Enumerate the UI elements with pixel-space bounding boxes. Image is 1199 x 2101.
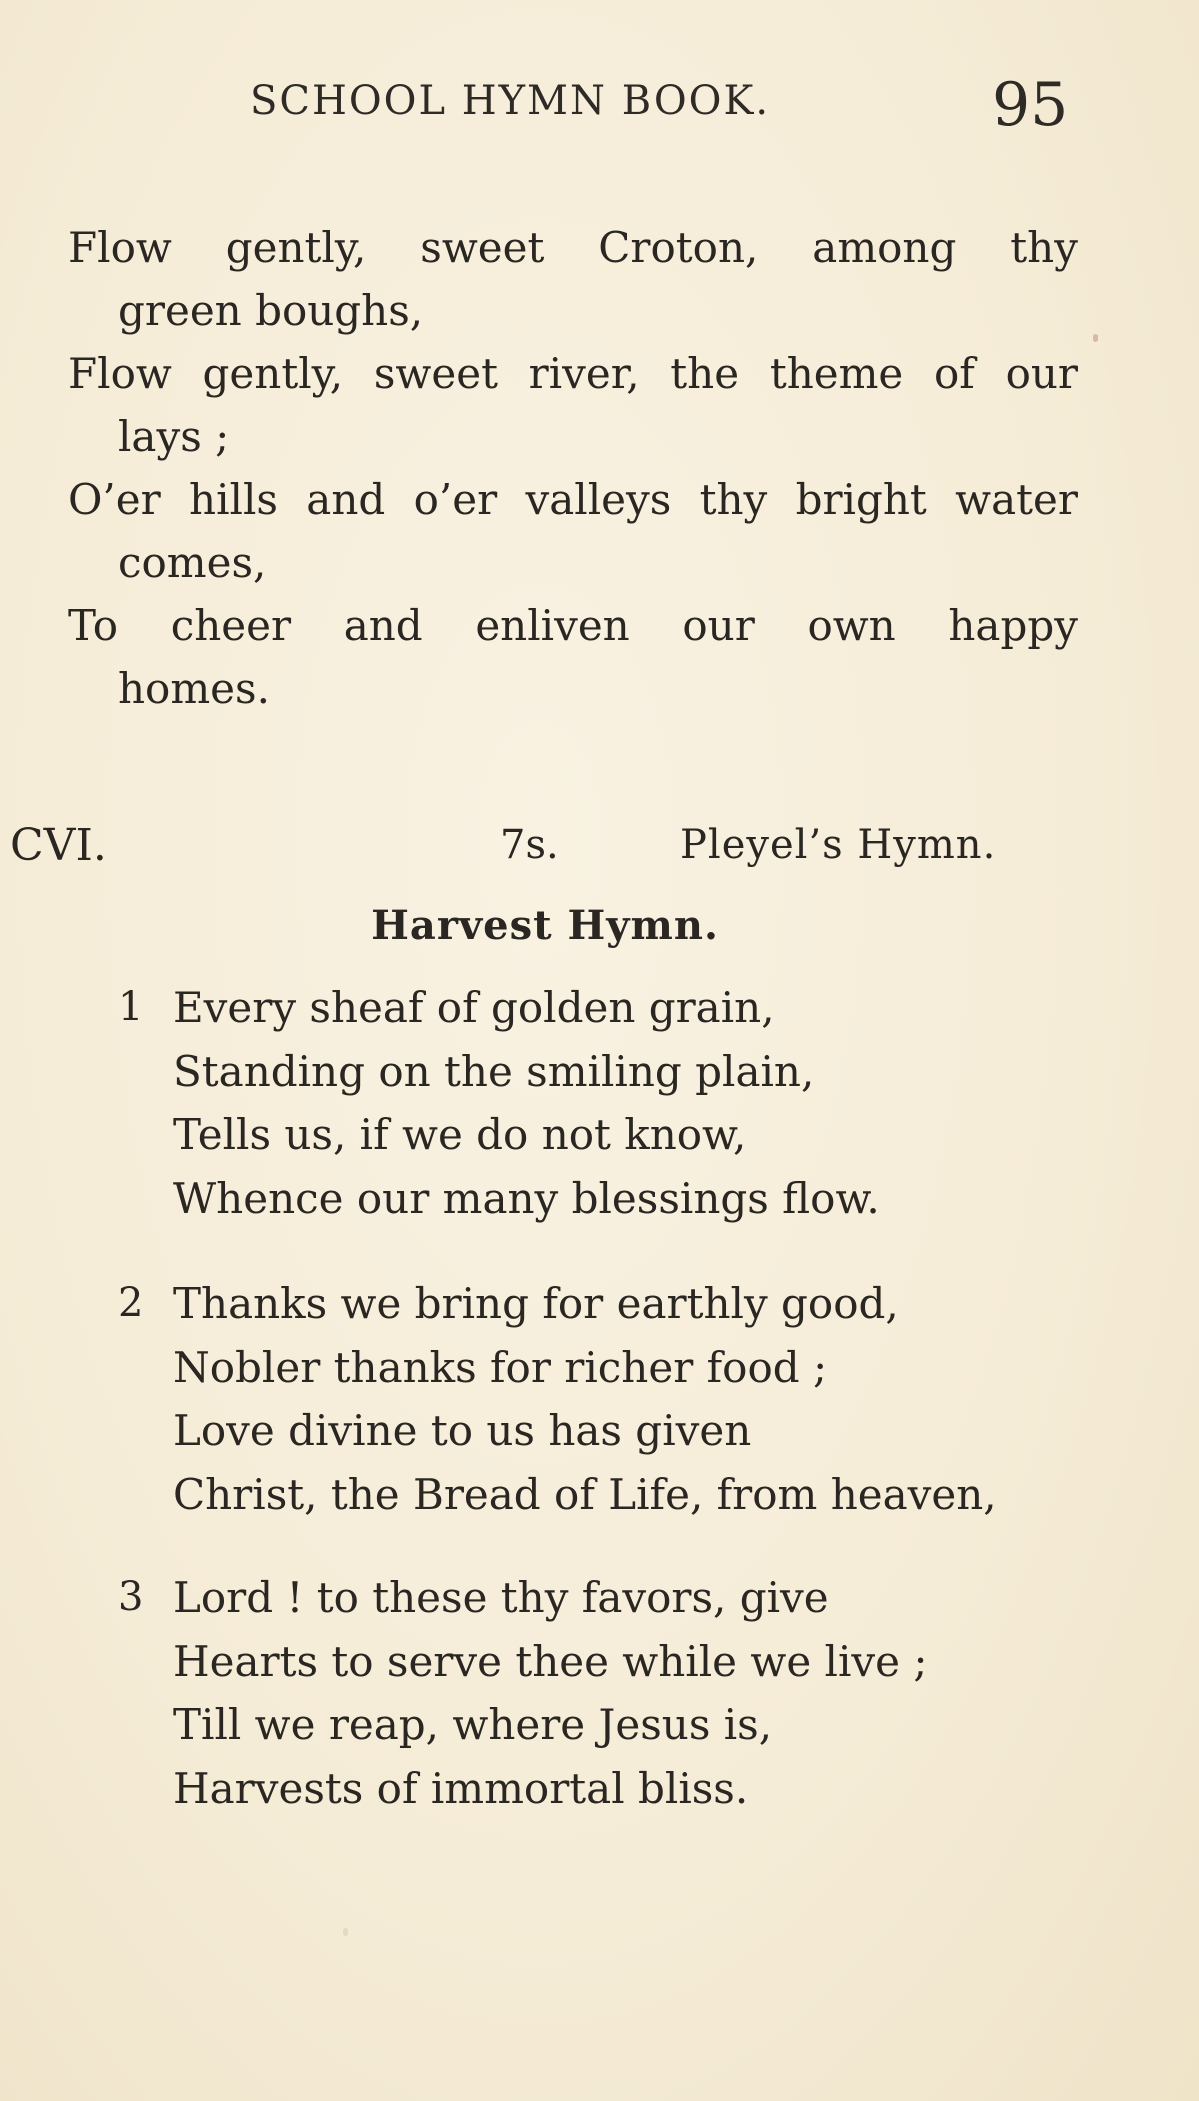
word: and (343, 601, 423, 650)
stanza-line (68, 594, 1078, 657)
word: o’er (413, 475, 498, 524)
word: our (1005, 349, 1078, 398)
hymn-number: CVI. (10, 820, 107, 871)
word: theme (769, 349, 904, 398)
word: valleys (525, 475, 672, 524)
stanza-continuation-line: lays ; (118, 412, 230, 461)
verse-line: Whence our many blessings flow. (173, 1173, 880, 1223)
stanza-continuation-line: green boughs, (118, 286, 424, 335)
word: O’er (68, 475, 161, 524)
word: hills (189, 475, 278, 524)
hymn-header (10, 820, 1110, 880)
stanza-line (68, 216, 1078, 279)
verse-line: Standing on the smiling plain, (173, 1046, 815, 1096)
stanza-line (68, 468, 1078, 531)
stanza-continuation-line: homes. (118, 664, 270, 713)
word: Flow (68, 349, 172, 398)
word: the (670, 349, 740, 398)
verse-line: Hearts to serve thee while we live ; (173, 1636, 928, 1686)
hymn-tune-name: Pleyel’s Hymn. (680, 822, 997, 868)
verse-number: 3 (118, 1574, 144, 1620)
verse-line: Christ, the Bread of Life, from heaven, (173, 1469, 997, 1519)
verse-line: Thanks we bring for earthly good, (173, 1279, 899, 1328)
word: happy (948, 601, 1078, 650)
word: among (812, 223, 957, 272)
word: Croton, (598, 223, 759, 272)
verse-2 (118, 1272, 997, 1526)
word: water (955, 475, 1078, 524)
word: gently, (225, 223, 367, 272)
word: sweet (420, 223, 545, 272)
previous-hymn-stanza (68, 216, 1078, 720)
hymn-title: Harvest Hymn. (371, 902, 719, 949)
stanza-continuation-line: comes, (118, 538, 267, 587)
verse-line: Love divine to us has given (173, 1406, 752, 1455)
page-number: 95 (992, 70, 1069, 140)
running-title: SCHOOL HYMN BOOK. (250, 78, 771, 124)
verse-line: Tells us, if we do not know, (173, 1110, 747, 1159)
word: thy (1010, 223, 1078, 272)
word: To (68, 601, 119, 650)
verse-number: 1 (118, 984, 144, 1030)
word: sweet (373, 349, 498, 398)
verse-number: 2 (118, 1280, 144, 1326)
verse-1 (118, 976, 880, 1230)
verse-line: Harvests of immortal bliss. (173, 1763, 749, 1813)
word: and (306, 475, 386, 524)
word: Flow (68, 223, 172, 272)
word: river, (528, 349, 640, 398)
word: bright (795, 475, 927, 524)
word: enliven (475, 601, 630, 650)
verse-3 (118, 1566, 927, 1820)
verse-line: Till we reap, where Jesus is, (173, 1700, 773, 1749)
verse-line: Lord ! to these thy favors, give (173, 1573, 829, 1622)
word: of (934, 349, 975, 398)
verse-line: Nobler thanks for richer food ; (173, 1342, 828, 1392)
word: thy (699, 475, 768, 524)
verse-line: Every sheaf of golden grain, (173, 983, 775, 1032)
stanza-line (68, 342, 1078, 405)
word: own (807, 601, 896, 650)
word: our (682, 601, 755, 650)
paper-speck (343, 1928, 348, 1936)
hymn-meter: 7s. (500, 822, 559, 868)
word: gently, (202, 349, 344, 398)
ink-speck (1093, 334, 1098, 342)
word: cheer (170, 601, 292, 650)
